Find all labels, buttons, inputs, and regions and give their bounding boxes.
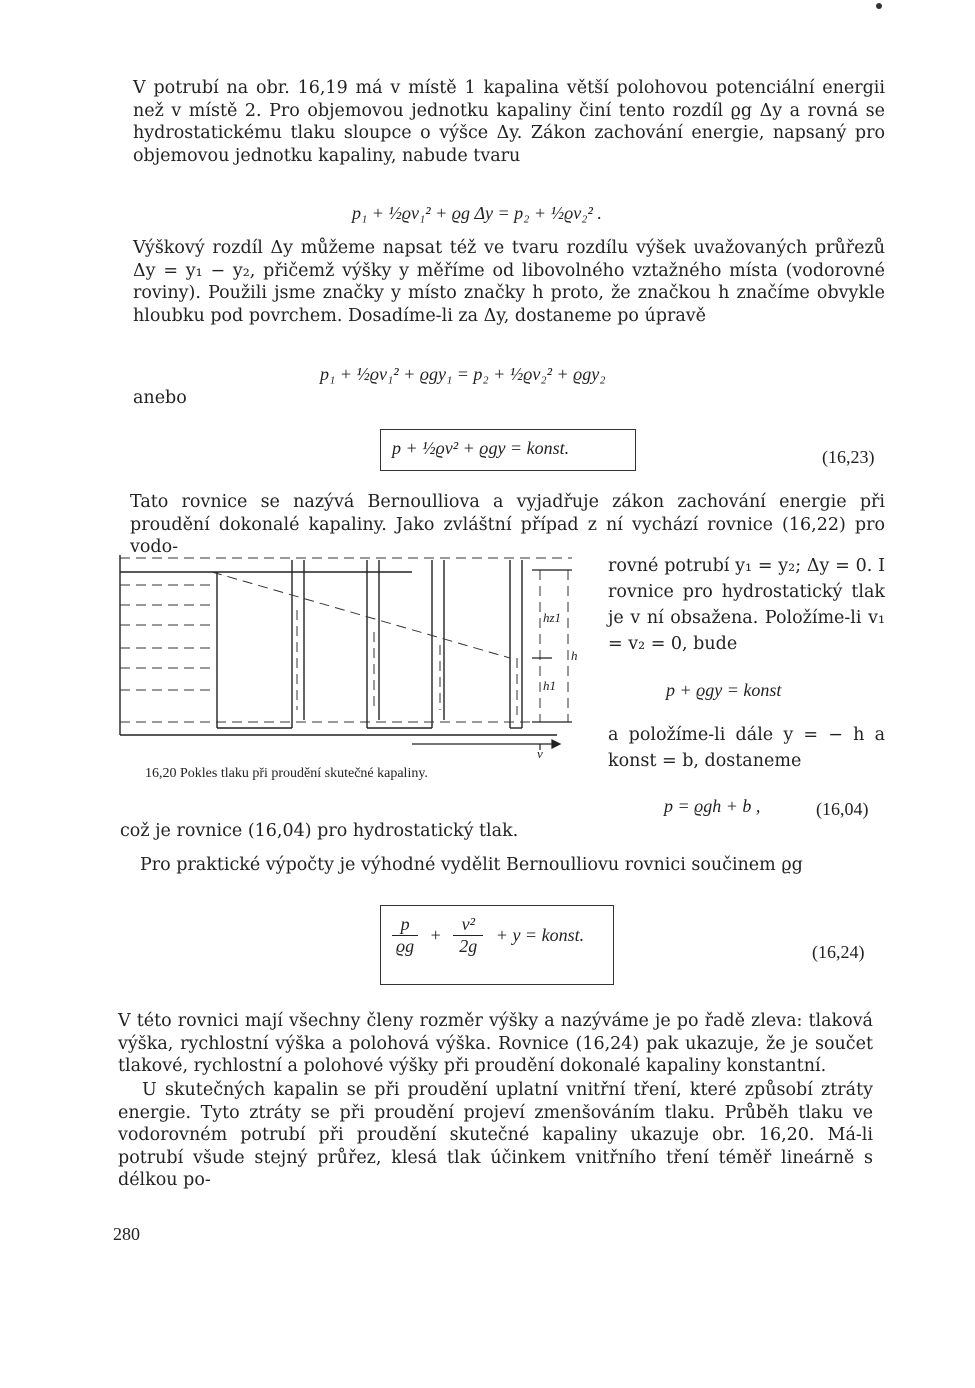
paragraph-4: což je rovnice (16,04) pro hydrostatický tlak.: [120, 821, 519, 841]
equation-bernoulli: p + ½ϱv² + ϱgy = konst.: [392, 438, 570, 458]
equation-hydrostatic: p = ϱgh + b ,: [664, 796, 761, 816]
equation-heights-form: [392, 914, 584, 957]
corner-dot: [876, 3, 882, 9]
word-anebo: anebo: [133, 388, 187, 408]
paragraph-6: V této rovnici mají všechny členy rozměr výšky a nazýváme je po řadě zleva: tlaková výška, rychlostní výška a polohová výška. Rovnice (16,24) pak ukazuje, že je součet tlakové, rychlostní a polohové výšky při proudění dokonalé kapaliny konstantní.: [118, 1011, 873, 1076]
side-text-1: rovné potrubí y₁ = y₂; Δy = 0. I rovnice pro hydrostatický tlak je v ní obsažena. Položíme-li v₁ = v₂ = 0, bude: [608, 556, 885, 654]
label-h1: h1: [543, 678, 556, 693]
paragraph-7: U skutečných kapalin se při proudění uplatní vnitřní tření, které způsobí ztráty energie. Tyto ztráty se při proudění projeví zmenšováním tlaku. Průběh tlaku ve vodorovném potrubí při proudění skutečné kapaliny ukazuje obr. 16,20. Má-li potrubí všude stejný průřez, klesá tlak účinkem vnitřního tření téměř lineárně s délkou po-: [118, 1080, 873, 1190]
equation-number-16-24: (16,24): [812, 942, 865, 962]
paragraph-2: Výškový rozdíl Δy můžeme napsat též ve tvaru rozdílu výšek uvažovaných průřezů Δy = y₁ − y₂, přičemž výšky y měříme od libovolného vztažného místa (vodorovné roviny). Použili jsme značky y místo značky h proto, že značkou h značíme obvykle hloubku pod povrchem. Dosadíme-li za Δy, dostaneme po úpravě: [133, 238, 885, 326]
equation-hydrostatic-general: p + ϱgy = konst: [666, 680, 782, 700]
equation-energy: p₁ + ½ϱv₁² + ϱg Δy = p₂ + ½ϱv₂² .: [352, 203, 602, 223]
side-text-2: a položíme-li dále y = − h a konst = b, dostaneme: [608, 725, 885, 771]
label-hz1: hz1: [543, 610, 562, 625]
fraction-2-numerator: v²: [461, 914, 475, 934]
label-v: v: [537, 746, 543, 760]
equation-number-16-23: (16,23): [822, 447, 875, 467]
plus-sign: +: [430, 925, 441, 945]
fraction-1-numerator: p: [400, 914, 410, 934]
paragraph-1: V potrubí na obr. 16,19 má v místě 1 kapalina větší polohovou potenciální energii než v místě 2. Pro objemovou jednotku kapaliny činí tento rozdíl ϱg Δy a rovná se hydrostatickému tlaku sloupce o výšce Δy. Zákon zachování energie, napsaný pro objemovou jednotku kapaliny, nabude tvaru: [133, 78, 885, 166]
paragraph-5: Pro praktické výpočty je výhodné vydělit Bernoulliovu rovnici součinem ϱg: [140, 855, 803, 875]
label-h: h: [571, 648, 578, 663]
fraction-1-denominator: ϱg: [392, 935, 418, 957]
page-number: 280: [113, 1224, 140, 1244]
equation-heights: p₁ + ½ϱv₁² + ϱgy₁ = p₂ + ½ϱv₂² + ϱgy₂: [320, 364, 606, 384]
figure-16-20: [112, 550, 582, 760]
equation-number-16-04: (16,04): [816, 799, 869, 819]
fraction-2-denominator: 2g: [453, 935, 483, 957]
figure-caption: 16,20 Pokles tlaku při proudění skutečné kapaliny.: [145, 766, 428, 781]
equation-remainder: + y = konst.: [495, 925, 585, 945]
paragraph-3: Tato rovnice se nazývá Bernoulliova a vyjadřuje zákon zachování energie při proudění dokonalé kapaliny. Jako zvláštní případ z ní vychází rovnice (16,22) pro vodo-: [130, 492, 885, 557]
